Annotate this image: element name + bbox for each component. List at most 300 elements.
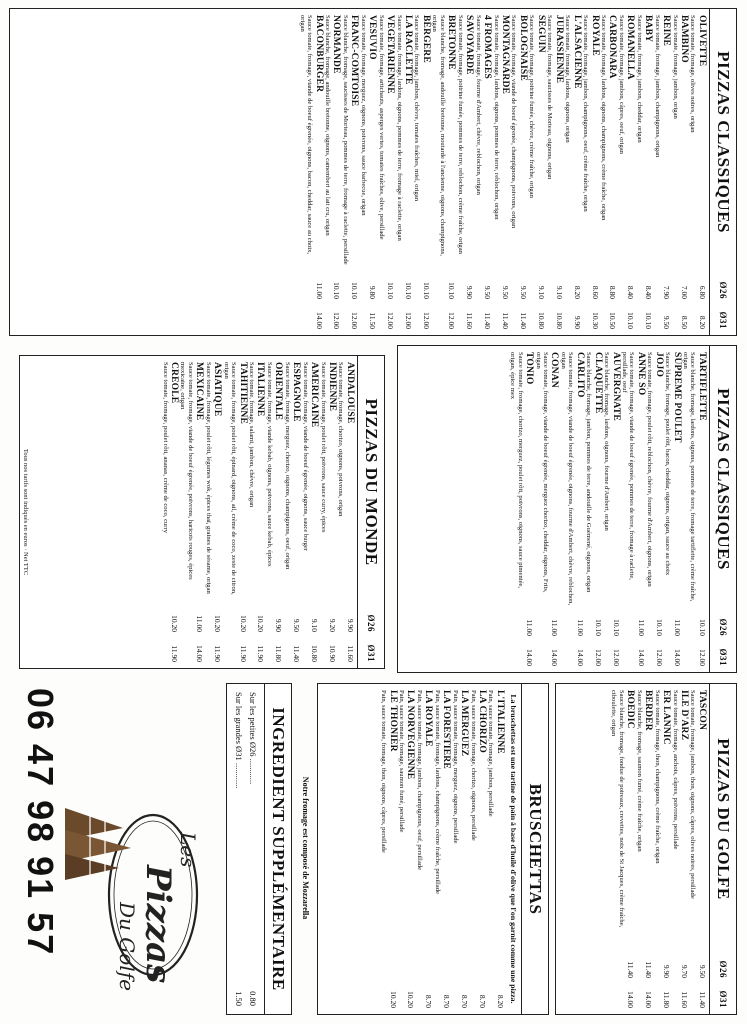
item-price-26: 8.60 xyxy=(590,285,600,299)
item-price-26: 9.90 xyxy=(274,618,284,632)
menu-item-text xyxy=(204,362,222,602)
item-price-31: 12.00 xyxy=(593,649,603,666)
item-price-26: 10.20 xyxy=(238,615,248,632)
menu-item-text xyxy=(469,690,487,978)
menu-item-text xyxy=(301,362,319,602)
item-price-26: 10.10 xyxy=(404,282,414,299)
pizzas-du-golfe-box xyxy=(555,683,737,1015)
menu-item-text xyxy=(451,690,469,978)
menu-item-text xyxy=(179,362,204,602)
item-description: Sauce tomate, fromage, jambon, câpres, oeuf, origan xyxy=(617,15,625,154)
bruschetta-list xyxy=(380,684,507,1014)
item-description: Sauce tomate, fromage, jambon, champignons, origan xyxy=(653,15,661,158)
item-price: 10.20 xyxy=(388,991,398,1008)
item-price-31: 9.90 xyxy=(572,315,582,329)
pizza-list xyxy=(509,346,709,672)
item-description: Sauce tomate, fromage, merguez, chorizo, oignons, champignons, oeuf, origan xyxy=(283,362,291,570)
item-description: Sauce tomate, fromage, artichauts, asperges vertes, tomates fraîches, olive, persillade xyxy=(377,15,385,240)
menu-item-text xyxy=(559,352,584,606)
item-name: CONAN xyxy=(549,352,560,388)
menu-item xyxy=(528,15,546,329)
item-price-26: 11.40 xyxy=(626,961,636,978)
item-price: 8.70 xyxy=(478,994,488,1008)
menu-item-text xyxy=(621,352,646,606)
menu-item xyxy=(415,690,433,1008)
item-price-31: 12.00 xyxy=(350,312,360,329)
item-price-31: 11.60 xyxy=(465,312,475,329)
menu-item xyxy=(509,352,534,666)
menu-item xyxy=(653,690,671,1008)
mozzarella-note: Notre fromage est composé de Mozzarella xyxy=(301,776,310,920)
item-price-26: 10.10 xyxy=(386,282,396,299)
size-26-header: Ø26 xyxy=(718,960,728,978)
menu-item xyxy=(585,352,603,666)
pizza-list xyxy=(298,9,709,335)
item-name: LA FORESTIERE xyxy=(441,690,452,769)
item-price-26: 9.90 xyxy=(346,618,355,632)
item-price-31: 12.00 xyxy=(386,312,396,329)
menu-item xyxy=(559,352,584,666)
item-description: Pain, sauce tomate, fromage, saumon fumé, persillade xyxy=(397,690,405,833)
item-price-26: 9.50 xyxy=(698,964,707,978)
item-price-31: 10.80 xyxy=(536,312,546,329)
item-name: SUPREME POULET xyxy=(671,352,682,443)
size-26-header: Ø26 xyxy=(718,281,728,299)
menu-item-text xyxy=(431,15,456,269)
item-name: LA MERGUEZ xyxy=(459,690,470,757)
menu-item xyxy=(283,362,301,662)
item-description: Sauce tomate, fromage, anchois, câpres, poivrons, persillade xyxy=(671,690,679,850)
item-name: LA RACLETTE xyxy=(403,15,414,85)
item-name: REINE xyxy=(661,15,672,47)
item-name: VESUVIO xyxy=(367,15,378,60)
menu-item xyxy=(265,362,283,662)
section-title: BRUSCHETTAS xyxy=(521,684,548,1014)
item-name: AUVERGNATE xyxy=(610,352,621,421)
menu-item-text xyxy=(222,362,247,602)
item-description: Sauce tomate, fromage, chorizo, merguez, poulet rôti, poivrons, oignons, sauce pimentée, origan, épice mex xyxy=(509,352,524,589)
item-name: BAMBINO xyxy=(679,15,690,63)
item-price-31: 10.90 xyxy=(328,645,338,662)
item-price-26: 9.50 xyxy=(518,285,528,299)
item-description: Sauce tomate, fromage, viande de boeuf égrenée, merguez chorizo, cheddar, oignons, Frits, origan xyxy=(534,352,549,593)
section-title: PIZZAS CLASSIQUES xyxy=(714,388,733,570)
item-name: BACONBURGER xyxy=(313,15,324,93)
logo-les: Les xyxy=(176,832,200,868)
menu-item xyxy=(653,15,671,329)
menu-item xyxy=(248,362,266,662)
item-description: Sauce tomate, fromage, poulet rôti, légumes wok, épices thaï, graines de sésame, origan xyxy=(204,362,212,594)
item-name: JOJO xyxy=(653,352,664,378)
item-name: BRETONNE xyxy=(446,15,457,70)
item-name: OLIVETTE xyxy=(697,15,707,67)
menu-item xyxy=(337,362,355,662)
menu-item xyxy=(510,15,528,329)
item-description: Sauce tomate, fromage, viande de boeuf égrenée, oignons, sauce burger xyxy=(301,362,309,552)
item-description: Sauce tomate, fromage, viande de boeuf égrenée, oignons, fourme d'Ambert, chèvre, reblochon, origan xyxy=(559,352,575,606)
menu-item-text xyxy=(564,15,582,269)
menu-item-text xyxy=(528,15,546,269)
menu-item xyxy=(534,352,559,666)
item-name: LA ROYALE xyxy=(423,690,434,747)
item-price-31: 11.80 xyxy=(274,645,284,662)
item-name: BOEDIC xyxy=(625,690,636,729)
item-name: ORIENTALE xyxy=(273,362,284,421)
item-price-31: 11.40 xyxy=(698,991,707,1008)
item-price-26: 7.90 xyxy=(662,285,672,299)
menu-item xyxy=(433,690,451,1008)
item-price-26: 9.90 xyxy=(465,285,475,299)
menu-item xyxy=(377,15,395,329)
item-name: INDIENNE xyxy=(327,362,338,412)
item-price-31: 10.30 xyxy=(590,312,600,329)
item-name: AMERICAINE xyxy=(309,362,320,428)
item-description: Pain, sauce tomate, fromage, lardons, champignons, crème fraîche, persillade xyxy=(433,690,441,894)
item-price-26: 9.10 xyxy=(310,618,320,632)
menu-item xyxy=(469,690,487,1008)
item-description: Sauce tomate, fromage, poulet rôti, poivrons, sauce curry, épices xyxy=(319,362,327,533)
menu-item-text xyxy=(635,15,653,269)
item-description: Sauce blanche, fromage, andouille bretonne, moutarde à l'ancienne, oignons, champignons, origan xyxy=(431,15,446,256)
menu-item-text xyxy=(585,352,603,606)
menu-item xyxy=(398,690,416,1008)
item-price-31: 14.00 xyxy=(644,991,654,1008)
item-price-31: 14.00 xyxy=(636,649,646,666)
menu-item-text xyxy=(433,690,451,978)
item-name: LE THONIER xyxy=(387,690,398,752)
section-header xyxy=(709,684,736,1014)
item-price-26: 10.20 xyxy=(170,615,180,632)
item-description: Sauce tomate, fromage, fourme d'Ambert, chèvre, reblochon, origan xyxy=(474,15,482,195)
section-header xyxy=(709,9,736,335)
item-name: 4 FROMAGES xyxy=(482,15,493,80)
menu-item xyxy=(341,15,359,329)
menu-item xyxy=(564,15,582,329)
menu-item-text xyxy=(487,690,505,978)
menu-item-text xyxy=(664,352,682,606)
menu-item xyxy=(689,690,707,1008)
menu-item xyxy=(431,15,456,329)
pizzas-classiques-box-1 xyxy=(9,8,737,336)
pizzas-du-monde-box xyxy=(19,355,385,669)
item-price-31: 10.80 xyxy=(554,312,564,329)
item-description: Sauce tomate, fromage, poulet rôti, reblochon, chèvre, fourme d'Ambert, oignons, origan xyxy=(646,352,654,587)
menu-item-text xyxy=(298,15,323,269)
item-name: FRANC-COMTOISE xyxy=(349,15,360,107)
item-price: 8.70 xyxy=(460,994,470,1008)
item-description: Sauce tomate, fromage, lardons, oignons, champignons, crème fraîche, origan xyxy=(599,15,607,221)
menu-item-text xyxy=(377,15,395,269)
item-name: ASIATIQUE xyxy=(212,362,223,417)
item-name: ILE D'ARZ xyxy=(679,690,690,741)
item-name: SAVOYARDE xyxy=(464,15,475,75)
item-name: LA CHORIZO xyxy=(477,690,488,753)
menu-item-text xyxy=(603,352,621,606)
item-price-26: 10.10 xyxy=(422,282,431,299)
item-description: Sauce tomate, fromage, poitrine fumée, pommes de terre, reblochon, crème fraîche, origan xyxy=(456,15,464,254)
item-price-26: 11.00 xyxy=(636,619,646,636)
logo xyxy=(65,770,215,1000)
item-price-31: 12.00 xyxy=(422,312,431,329)
menu-item xyxy=(664,352,682,666)
menu-item xyxy=(492,15,510,329)
menu-item xyxy=(689,15,707,329)
item-name: SEGUIN xyxy=(535,15,546,53)
item-price-26: 9.10 xyxy=(536,285,546,299)
item-description: Sauce tomate, fromage, jambon, cheddar, origan xyxy=(635,15,643,143)
menu-item xyxy=(204,362,222,662)
menu-item xyxy=(298,15,323,329)
item-name: TAHITIENNE xyxy=(237,362,248,425)
item-description: Pain, sauce tomate, fromage, merguez, oignons, persillade xyxy=(451,690,459,844)
menu-item-text xyxy=(413,15,431,269)
section-title: PIZZAS DU MONDE xyxy=(362,398,381,566)
menu-item-text xyxy=(689,690,707,948)
item-price-31: 10.50 xyxy=(608,312,618,329)
item-name: BABY xyxy=(643,15,654,43)
item-price-31: 12.00 xyxy=(447,312,457,329)
size-31-header: Ø31 xyxy=(718,990,728,1008)
item-description: Sauce blanche, fromage, poulet rôti, bacon, cheddar, oignons, origan, sauce au choix xyxy=(664,352,672,576)
item-name: ER LANNIC xyxy=(661,690,672,745)
pizza-list xyxy=(610,684,709,1014)
logo-graphic xyxy=(65,770,215,1000)
menu-item xyxy=(600,15,618,329)
item-description: Pain, sauce tomate, fromage, jambon, champignons, oeuf, persillade xyxy=(415,690,423,870)
item-description: Pain, sauce tomate, fromage, chorizo, oignons, persillade xyxy=(469,690,477,841)
menu-item xyxy=(413,15,431,329)
supplement-label: Sur les grandes Ø31 ............ xyxy=(234,692,244,789)
item-price-31: 14.00 xyxy=(525,649,535,666)
item-name: L'ALSACIENNE xyxy=(571,15,582,89)
item-description: Sauce tomate, fromage, poulet rôti, ananas, crème de coco, curry xyxy=(161,362,169,533)
item-price-26: 11.00 xyxy=(314,282,324,299)
size-26-header: Ø26 xyxy=(366,614,376,632)
item-name: ANDALOUSE xyxy=(345,362,355,424)
item-name: MEXICAINE xyxy=(194,362,205,421)
menu-item xyxy=(635,690,653,1008)
item-price-26: 9.50 xyxy=(292,618,302,632)
menu-item-text xyxy=(671,690,689,948)
item-description: Pain, sauce tomate, fromage, thon, oignons, câpres, persillade xyxy=(380,690,388,853)
bruschettas-box xyxy=(317,683,549,1015)
supplement-price: 1.50 xyxy=(234,991,244,1006)
item-price-31: 11.60 xyxy=(346,645,355,662)
item-name: ESPAGNOLE xyxy=(291,362,302,422)
item-description: Sauce tomate, fromage, poulet rôti, épinard, oignons, ail, crème de coco, zeste de citron, origan xyxy=(222,362,238,595)
item-name: NORMANDE xyxy=(331,15,342,74)
item-name: BERGERE xyxy=(421,15,431,63)
menu-item xyxy=(487,690,505,1008)
menu-item xyxy=(319,362,337,662)
item-description: Sauce tomate, fromage, jambon, thon, oignons, câpres, olives noires, persillade xyxy=(689,690,697,899)
menu-item xyxy=(671,15,689,329)
menu-item xyxy=(546,15,564,329)
item-price-31: 12.00 xyxy=(654,649,664,666)
menu-item xyxy=(671,690,689,1008)
item-price-31: 11.90 xyxy=(213,645,223,662)
item-price-26: 10.10 xyxy=(332,282,342,299)
item-name: L'ITALIENNE xyxy=(495,690,505,754)
logo-pizzas: Pizzas xyxy=(138,865,178,984)
item-price-31: 12.00 xyxy=(332,312,342,329)
item-name: LA NORVEGIENNE xyxy=(405,690,416,780)
item-price-26: 9.70 xyxy=(680,964,690,978)
menu-item xyxy=(451,690,469,1008)
item-description: Sauce tomate, fromage, viande de boeuf égrenée, pommes de terre, fromage à raclette, persillade, oeuf xyxy=(620,352,636,580)
supplement-price: 0.80 xyxy=(248,991,258,1006)
item-description: Sauce tomate, fromage, thon, champignons, crème fraîche, origan xyxy=(653,690,661,864)
item-price-31: 14.00 xyxy=(626,991,636,1008)
supplement-list xyxy=(232,684,264,1014)
item-price-31: 10.10 xyxy=(626,312,636,329)
item-price: 10.20 xyxy=(406,991,416,1008)
menu-item-text xyxy=(474,15,492,269)
item-price-26: 10.20 xyxy=(256,615,266,632)
menu-item-text xyxy=(395,15,413,269)
item-price-26: 11.00 xyxy=(575,619,585,636)
menu-item-text xyxy=(509,352,534,606)
menu-item-text xyxy=(283,362,301,602)
bruschettas-intro: La bruschettas est une tartine de pain à base d'huile d'olive que l'on garnit comme une pizza. xyxy=(509,694,518,1004)
item-price-26: 8.40 xyxy=(626,285,636,299)
supplement-line xyxy=(232,684,246,1014)
item-name: BERDER xyxy=(643,690,654,731)
menu-item xyxy=(682,352,707,666)
item-description: Sauce tomate, fromage, salami, jambon, chèvre, origan xyxy=(247,362,255,508)
menu-item-text xyxy=(248,362,266,602)
menu-item-text xyxy=(510,15,528,269)
menu-item-text xyxy=(671,15,689,269)
item-price-31: 14.00 xyxy=(575,649,585,666)
item-description: Sauce tomate, fromage, viande kebab, oignons, poivrons, sauce kebab, épices xyxy=(265,362,273,567)
item-price-31: 11.40 xyxy=(518,312,528,329)
item-description: Sauce tomate, fromage, jambon, champignons, oeuf, crème fraîche, origan xyxy=(582,15,590,212)
item-name: BOLOGNAISE xyxy=(517,15,528,81)
item-price-31: 11.90 xyxy=(170,645,180,662)
item-description: Sauce tomate, fromage, lardons, oignons, origan xyxy=(564,15,572,143)
item-price-26: 6.80 xyxy=(698,285,707,299)
menu-item-text xyxy=(653,15,671,269)
item-price-31: 14.00 xyxy=(314,312,324,329)
menu-item xyxy=(179,362,204,662)
item-description: Sauce tomate, fromage, viande de boeuf égrenée, champignons, poivrons, origan xyxy=(510,15,518,229)
item-price-26: 9.80 xyxy=(368,285,378,299)
menu-item xyxy=(582,15,600,329)
supplement-label: Sur les petites Ø26 ............ xyxy=(248,692,258,785)
item-price-31: 10.10 xyxy=(644,312,654,329)
item-description: Sauce tomate, fromage, saucisses de Morteau, oignons, origan xyxy=(546,15,554,180)
menu-item-text xyxy=(635,690,653,948)
section-header xyxy=(709,346,736,672)
item-name: VEGETARIENNE xyxy=(385,15,396,94)
menu-item-text xyxy=(582,15,600,269)
item-price-26: 11.00 xyxy=(672,619,682,636)
item-name: CARLITO xyxy=(574,352,585,398)
item-price-31: 11.80 xyxy=(662,991,672,1008)
menu-item xyxy=(474,15,492,329)
phone-number: 06 47 98 91 57 xyxy=(20,688,61,957)
item-price-31: 9.50 xyxy=(662,315,672,329)
item-price-26: 9.50 xyxy=(483,285,493,299)
item-price: 8.70 xyxy=(424,994,434,1008)
pizza-list xyxy=(161,356,357,668)
item-price-31: 11.90 xyxy=(256,645,266,662)
item-price-31: 14.00 xyxy=(195,645,205,662)
item-price-31: 8.50 xyxy=(680,315,690,329)
item-price-26: 10.10 xyxy=(350,282,360,299)
item-name: JURASSIENNE xyxy=(553,15,564,84)
item-price-26: 10.20 xyxy=(213,615,223,632)
item-name: ROYALE xyxy=(589,15,600,56)
menu-item xyxy=(635,15,653,329)
item-description: Sauce tomate, fromage, lardons, oignons, pommes de terre, fromage à raclette, origan xyxy=(395,15,403,241)
item-description: Sauce blanche, fromage, lardons, oignons, fourme d'Ambert, origan xyxy=(603,352,611,531)
item-price-26: 10.10 xyxy=(611,619,621,636)
size-31-header: Ø31 xyxy=(366,644,376,662)
menu-item-text xyxy=(265,362,283,602)
item-description: Sauce tomate, fromage, viande de boeuf égrenée, poivrons, haricots rouges, épices mexicaine, origan xyxy=(179,362,194,580)
section-title: PIZZAS DU GOLFE xyxy=(714,738,733,900)
size-31-header: Ø31 xyxy=(718,648,728,666)
section-title: INGREDIENT SUPPLÉMENTAIRE xyxy=(264,684,291,1014)
item-description: Sauce tomate, fromage, jambon, origan xyxy=(671,15,679,119)
menu-item-text xyxy=(546,15,564,269)
item-price-26: 11.00 xyxy=(195,615,205,632)
item-name: TONIO xyxy=(524,352,535,385)
item-name: CREOLE xyxy=(169,362,180,404)
item-price-26: 8.20 xyxy=(572,285,582,299)
menu-item-text xyxy=(610,690,635,948)
item-price-31: 11.40 xyxy=(501,312,511,329)
item-description: Sauce blanche, fromage, andouille bretonne, oignons, camembert au lait cru, origan xyxy=(323,15,331,236)
item-price: 8.70 xyxy=(442,994,452,1008)
menu-item xyxy=(380,690,398,1008)
menu-item xyxy=(621,352,646,666)
item-price-26: 10.10 xyxy=(447,282,457,299)
item-description: Pain, sauce tomate, fromage, jambon, persillade xyxy=(487,690,495,817)
item-name: ANNE SO xyxy=(635,352,646,396)
menu-item xyxy=(359,15,377,329)
item-price-26: 11.00 xyxy=(550,619,560,636)
item-name: ITALIENNE xyxy=(255,362,266,417)
item-price-26: 9.90 xyxy=(662,964,672,978)
item-price-31: 10.80 xyxy=(310,645,320,662)
item-price-26: 9.50 xyxy=(501,285,511,299)
item-description: Sauce blanche, fromage, fondue de poireaux, crevettes, noix de St Jacques, crème fraîche, ciboulette, origan xyxy=(610,690,625,928)
section-header xyxy=(357,356,384,668)
menu-item xyxy=(610,690,635,1008)
size-26-header: Ø26 xyxy=(718,618,728,636)
item-description: Sauce tomate, fromage, poitrine fumée, chèvre, crème fraîche, origan xyxy=(528,15,536,198)
item-price-26: 8.40 xyxy=(644,285,654,299)
menu-item xyxy=(617,15,635,329)
menu-item xyxy=(603,352,621,666)
menu-item xyxy=(161,362,179,662)
item-price-31: 8.20 xyxy=(698,315,707,329)
item-description: Sauce tomate, fromage, jambon, chèvre, tomates fraîches, miel, origan xyxy=(413,15,421,202)
pizzas-classiques-box-2 xyxy=(397,345,737,673)
menu-item xyxy=(222,362,247,662)
size-31-header: Ø31 xyxy=(718,311,728,329)
ingredient-supplementaire-box xyxy=(226,683,292,1015)
item-price-31: 11.60 xyxy=(680,991,690,1008)
item-price-26: 10.10 xyxy=(654,619,664,636)
menu-item-text xyxy=(380,690,398,978)
menu-item-text xyxy=(646,352,664,606)
item-price-31: 11.50 xyxy=(368,312,378,329)
item-price: 8.20 xyxy=(496,994,505,1008)
